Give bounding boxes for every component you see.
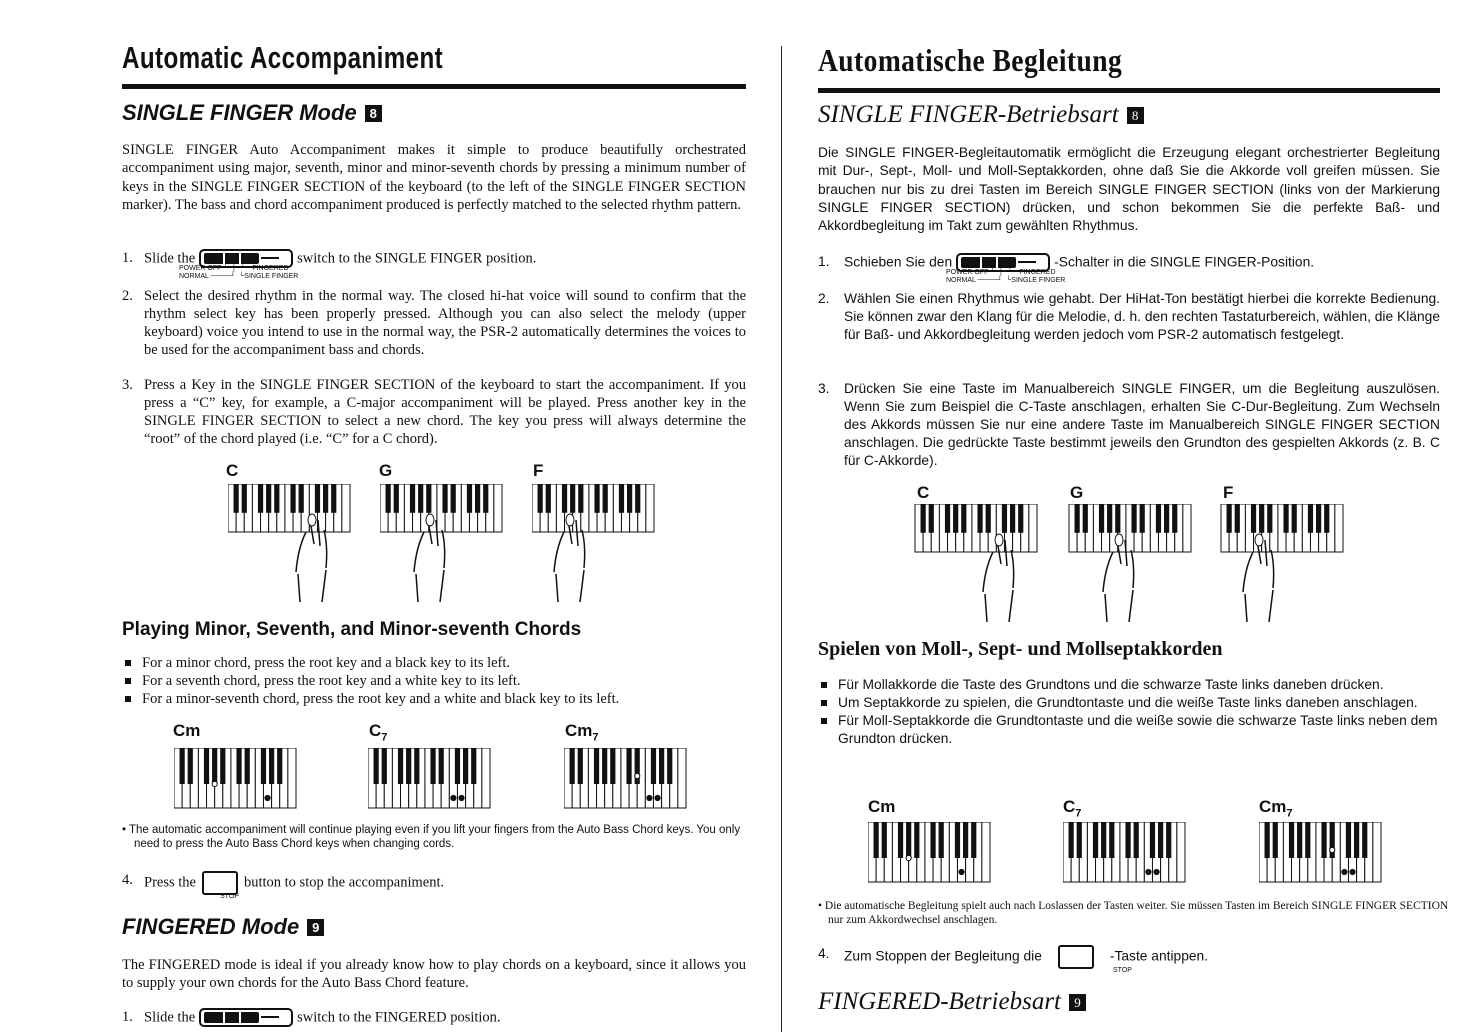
keyboard-hand-f-diagram: [532, 484, 656, 604]
chord-label-c7: $C_7$: [369, 721, 388, 744]
stop-label: STOP: [1113, 967, 1132, 974]
step-1: 1. Slide the switch to the SINGLE FINGER position.: [122, 249, 746, 269]
chord-label-g: G: [379, 461, 393, 480]
stop-button-icon: [1058, 945, 1094, 969]
chord-label-cm: Cm: [868, 797, 896, 816]
single-finger-heading: SINGLE FINGER Mode 8: [122, 100, 382, 126]
chord-label-c: C: [917, 483, 930, 502]
section-badge: 8: [365, 105, 382, 122]
step-1-de: 1. Schieben Sie den -Schalter in die SINGLE FINGER-Position.: [818, 253, 1440, 273]
keyboard-cm-diagram: [868, 822, 992, 884]
minor-chords-heading: Playing Minor, Seventh, and Minor-seventh Chords: [122, 619, 582, 640]
column-divider: [781, 46, 782, 1032]
keyboard-c7-diagram: [1063, 822, 1187, 884]
section-badge: 8: [1127, 107, 1144, 124]
chord-label-g: G: [1070, 483, 1084, 502]
step-2: 2. Select the desired rhythm in the normal way. The closed hi-hat voice will sound to confirm that the rhythm select key has been properly pressed. Although you can also select the melody (upper keyboard) voice you intend to use in the normal way, the PSR-2 automatically determines the voices to be used for the accompaniment bass and chords.: [122, 288, 746, 358]
chord-label-c7: $C_7$: [1063, 797, 1082, 820]
intro-paragraph-de: Die SINGLE FINGER-Begleitautomatik ermöglicht die Erzeugung elegant orchestrierter Begleitung mit Dur-, Sept-, Moll- und Moll-Septakkorden, ohne daß Sie die Akkorde voll greifen müssen. Sie brauchen nur bis zu drei Tasten im Bereich SINGLE FINGER SECTION (links von der Markierung SINGLE FINGER SECTION) drücken, und schon bekommen Sie die perfekte Baß- und Akkordbegleitung im Takt zum gewählten Rhythmus.: [818, 145, 1440, 234]
chord-bullet-list-de: [818, 676, 1440, 748]
step-3: 3. Press a Key in the SINGLE FINGER SECTION of the keyboard to start the accompaniment. If you press a “C” key, for example, a C-major accompaniment will be played. Press another key in the SINGLE FINGER SECTION to select a new chord. The key you press will always determine the “root” of the chord played (i.e. “C” for a C chord).: [122, 377, 746, 447]
page-title: Automatic Accompaniment: [122, 40, 444, 75]
step-2-de: 2. Wählen Sie einen Rhythmus wie gehabt. Der HiHat-Ton bestätigt hierbei die korrekte Bedienung. Sie können zwar den Klang für die Melodie, d. h. den rechten Tastaturbereich, wählen, die Klänge für Baß- und Akkordbegleitung werden jedoch vom PSR-2 automatisch festgelegt.: [818, 291, 1440, 342]
step-3-de: 3. Drücken Sie eine Taste im Manualbereich SINGLE FINGER, um die Begleitung auszulösen. Wenn Sie zum Beispiel die C-Taste anschlagen, erhalten Sie C-Dur-Begleitung. Zum Wechseln des Akkords müssen Sie nur eine andere Taste im Manualbereich SINGLE FINGER SECTION anschlagen. Die gedrückte Taste bestimmt jeweils den Grundton des gespielten Akkords (z. B. C für C-Akkorde).: [818, 381, 1440, 468]
keyboard-c7-diagram: [368, 748, 492, 810]
list-item: For a minor-seventh chord, press the root key and a white and black key to its left.: [122, 690, 746, 708]
keyboard-hand-c-diagram: [228, 484, 352, 604]
list-item: For a seventh chord, press the root key and a white key to its left.: [122, 672, 746, 690]
fingered-step-1: 1. Slide the switch to the FINGERED position.: [122, 1008, 746, 1028]
fingered-heading-de: FINGERED-Betriebsart 9: [818, 988, 1086, 1016]
chord-label-f: F: [1223, 483, 1234, 502]
fingered-heading: FINGERED Mode 9: [122, 914, 324, 940]
keyboard-cm7-diagram: [564, 748, 688, 810]
title-rule: [122, 84, 746, 89]
keyboard-hand-c-diagram: [914, 504, 1040, 624]
page-title-de: Automatische Begleitung: [818, 42, 1123, 78]
intro-paragraph: SINGLE FINGER Auto Accompaniment makes it simple to produce beautifully orchestrated accompaniment using major, seventh, minor and minor-seventh chords by pressing a minimum number of keys in the SINGLE FINGER SECTION of the keyboard (to the left of the SINGLE FINGER SECTION marker). The bass and chord accompaniment produced is perfectly matched to the selected rhythm pattern.: [122, 142, 746, 213]
accompaniment-note: • The automatic accompaniment will continue playing even if you lift your fingers from the Auto Bass Chord keys. You only need to press the Auto Bass Chord keys when changing cords.: [122, 824, 741, 850]
keyboard-hand-f-diagram: [1220, 504, 1346, 624]
chord-label-c: C: [226, 461, 239, 480]
keyboard-cm7-diagram: [1259, 822, 1383, 884]
step-4-de: 4. Zum Stoppen der Begleitung die -Taste antippen.: [818, 945, 1440, 969]
keyboard-hand-g-diagram: [380, 484, 504, 604]
minor-chords-heading-de: Spielen von Moll-, Sept- und Mollseptakkorden: [818, 638, 1223, 660]
section-badge: 9: [307, 919, 324, 936]
list-item: Für Moll-Septakkorde die Grundtontaste und die weiße sowie die schwarze Taste links neben dem Grundton drücken.: [818, 712, 1440, 748]
keyboard-cm-diagram: [174, 748, 298, 810]
chord-label-f: F: [533, 461, 544, 480]
fingered-intro: The FINGERED mode is ideal if you already know how to play chords on a keyboard, since it allows you to supply your own chords for the Auto Bass Chord feature.: [122, 957, 746, 992]
chord-label-cm: Cm: [173, 721, 201, 740]
accompaniment-note-de: • Die automatische Begleitung spielt auch nach Loslassen der Tasten weiter. Sie müssen Tasten im Bereich SINGLE FINGER SECTION nur zum Akkordwechsel anschlagen.: [818, 900, 1449, 926]
list-item: Um Septakkorde zu spielen, die Grundtontaste und die weiße Taste links daneben anschlagen.: [818, 694, 1440, 712]
list-item: Für Mollakkorde die Taste des Grundtons und die schwarze Taste links daneben drücken.: [818, 676, 1440, 694]
stop-label: STOP: [220, 893, 239, 900]
chord-bullet-list: [122, 654, 746, 708]
keyboard-hand-g-diagram: [1068, 504, 1194, 624]
switch-position-labels: POWER OFF ┘ │ └─ FINGERED NORMAL ────┘ └SINGLE FINGER: [946, 269, 1066, 284]
chord-label-cm7: $Cm_7$: [565, 721, 599, 744]
title-rule: [818, 88, 1440, 93]
list-item: For a minor chord, press the root key and a black key to its left.: [122, 654, 746, 672]
stop-button-icon: [202, 871, 238, 895]
chord-label-cm7: $Cm_7$: [1259, 797, 1293, 820]
section-badge: 9: [1069, 994, 1086, 1011]
step-4: 4. Press the button to stop the accompaniment.: [122, 871, 746, 895]
switch-position-labels: POWER OFF ┘ │ └─ FINGERED NORMAL ────┘ └SINGLE FINGER: [179, 265, 299, 280]
mode-switch-icon: [199, 1008, 293, 1028]
single-finger-heading-de: SINGLE FINGER-Betriebsart 8: [818, 101, 1144, 129]
